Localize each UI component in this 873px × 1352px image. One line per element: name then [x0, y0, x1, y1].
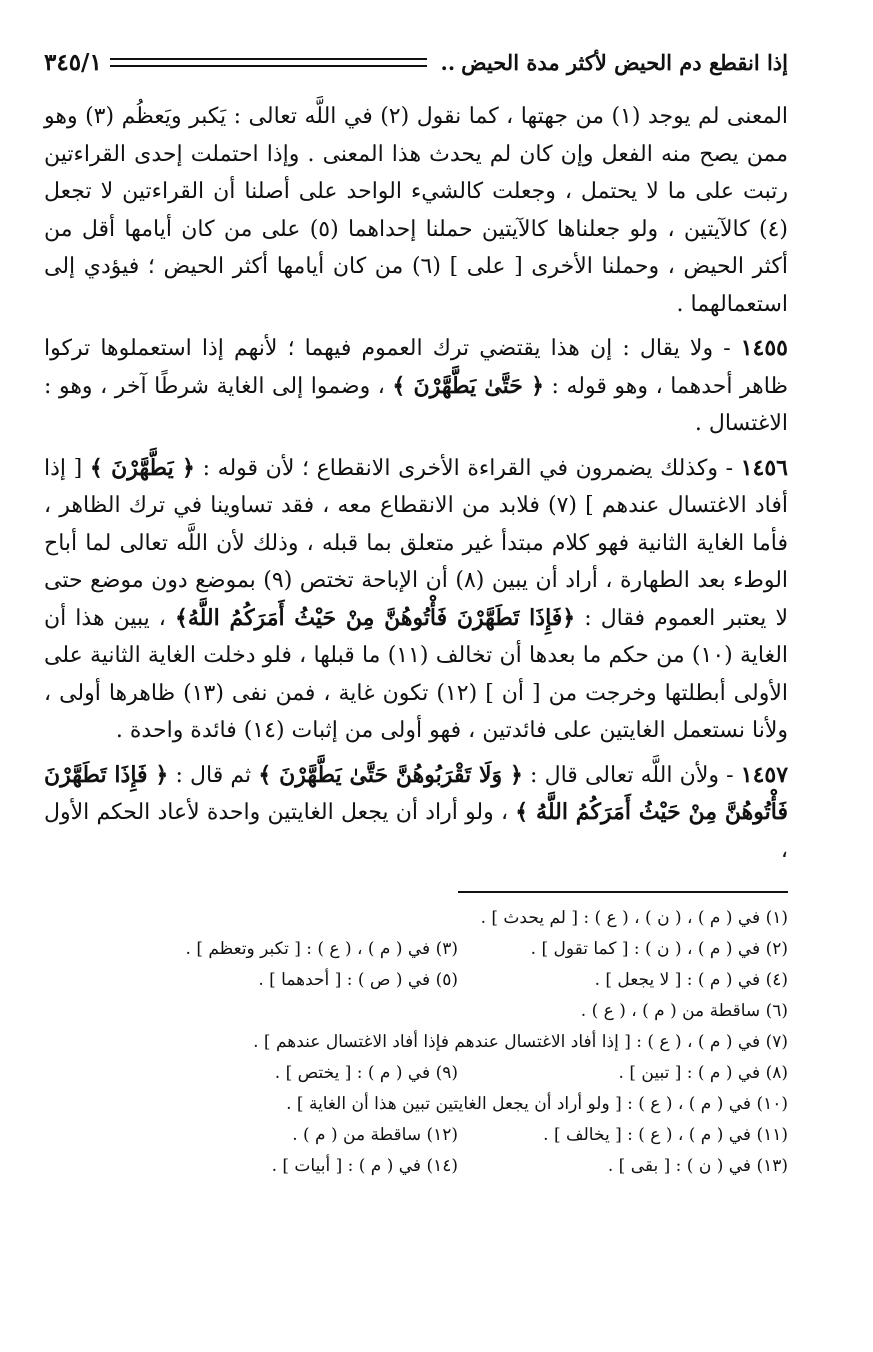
- running-title: إذا انقطع دم الحيض لأكثر مدة الحيض: [461, 49, 788, 75]
- header-ellipsis: ..: [440, 49, 456, 75]
- paragraph-number: ١٤٥٧: [740, 761, 789, 788]
- footnote: (٦) ساقطة من ( م ) ، ( ع ) .: [580, 1001, 788, 1021]
- paragraph: [44, 330, 788, 443]
- footnote: (٧) في ( م ) ، ( ع ) : [ إذا أفاد الاغتسال عندهم فإذا أفاد الاغتسال عندهم ] .: [253, 1032, 788, 1052]
- quran-verse: ﴿فَإِذَا تَطَهَّرْنَ فَأْتُوهُنَّ مِنْ حَيْثُ أَمَرَكُمُ اللَّهُ﴾: [174, 604, 576, 631]
- main-text: [44, 98, 788, 869]
- paragraph-number: ١٤٥٥: [740, 335, 788, 361]
- page-number: ٣٤٥/١: [44, 48, 102, 76]
- text-segment: ثم قال :: [168, 762, 259, 788]
- footnote-row: [44, 1089, 788, 1120]
- text-segment: المعنى لم يوجد (١) من جهتها ، كما نقول (٢) في اللَّه تعالى : يَكبر ويَعظُم (٣) وهو ممن يصح منه الفعل وإن كان لم يحدث هذا المعنى . وإذا احتملت إحدى القراءتين رتبت على ما لا يحتمل ، وجعلت كالشيء الواحد على أصلنا أن القراءتين لا تجعل (٤) كالآيتين ، ولو جعلناها كالآيتين حملنا إحداهما (٥) على من كان أيامها أقل من أكثر الحيض ، وحملنا الأخرى [ على ] (٦) من كان أيامها أكثر الحيض ؛ فيؤدي إلى استعمالهما .: [44, 104, 789, 317]
- quran-verse: ﴿ وَلَا تَقْرَبُوهُنَّ حَتَّىٰ يَطَّهَّرْنَ ﴾: [258, 761, 523, 788]
- footnote-row: [44, 1120, 788, 1151]
- footnote: (٤) في ( م ) : [ لا يجعل ] .: [594, 970, 788, 990]
- quran-verse: ﴿ يَطَّهَّرْنَ ﴾: [89, 454, 195, 481]
- text-segment: ، ولو أراد أن يجعل الغايتين واحدة لأعاد الحكم الأول ،: [44, 800, 788, 863]
- footnote: (٩) في ( م ) : [ يختص ] .: [274, 1063, 458, 1083]
- footnote: (١٢) ساقطة من ( م ) .: [292, 1125, 458, 1145]
- paragraph-number: ١٤٥٦: [740, 454, 788, 481]
- footnote: (٥) في ( ص ) : [ أحدهما ] .: [258, 970, 458, 990]
- footnote: (١) في ( م ) ، ( ن ) ، ( ع ) : [ لم يحدث ] .: [480, 908, 788, 928]
- footnote-separator: [458, 891, 788, 893]
- footnote: (٨) في ( م ) : [ تبين ] .: [618, 1063, 788, 1083]
- header-double-rule: [110, 58, 427, 67]
- page-header: [44, 40, 788, 84]
- paragraph: [44, 757, 788, 870]
- paragraph: [44, 450, 788, 750]
- paragraph: [44, 98, 788, 323]
- footnote-row: [44, 903, 788, 934]
- footnote: (٢) في ( م ) ، ( ن ) : [ كما تقول ] .: [530, 939, 788, 959]
- footnote: (١٠) في ( م ) ، ( ع ) : [ ولو أراد أن يجعل الغايتين تبين هذا أن الغاية ] .: [286, 1094, 788, 1114]
- footnote-row: [44, 965, 788, 996]
- footnotes: [44, 903, 788, 1182]
- quran-verse: ﴿ حَتَّىٰ يَطَّهَّرْنَ ﴾: [392, 372, 545, 399]
- footnote-row: [44, 1027, 788, 1058]
- quran-verse: ﴿ فَإِذَا تَطَهَّرْنَ فَأْتُوهُنَّ مِنْ حَيْثُ أَمَرَكُمُ اللَّهُ ﴾: [44, 761, 788, 825]
- text-segment: - ولا يقال : إن هذا يقتضي ترك العموم فيهما ؛ لأنهم إذا استعملوها تركوا ظاهر أحدهما ، وهو قوله :: [44, 336, 788, 399]
- footnote: (٣) في ( م ) ، ( ع ) : [ تكبر وتعظم ] .: [185, 939, 458, 959]
- footnote-row: [44, 1058, 788, 1089]
- footnote: (١٤) في ( م ) : [ أبيات ] .: [271, 1156, 458, 1176]
- footnote-row: [44, 934, 788, 965]
- text-segment: ، يبين هذا أن الغاية (١٠) من حكم ما بعدها أن تخالف (١١) ما قبلها ، فلو دخلت الغاية الثانية على الأولى أبطلتها وخرجت من [ أن ] (١٢) تكون غاية ، فمن نفى (١٣) ظاهرها أولى ، ولأنا نستعمل الغايتين على فائدتين ، فهو أولى من إثبات (١٤) فائدة واحدة .: [44, 605, 789, 743]
- footnote: (١١) في ( م ) ، ( ع ) : [ يخالف ] .: [543, 1125, 788, 1145]
- footnote-row: [44, 1151, 788, 1182]
- footnote-row: [44, 996, 788, 1027]
- text-segment: - ولأن اللَّه تعالى قال :: [522, 762, 741, 788]
- book-page: [44, 40, 788, 1182]
- footnote: (١٣) في ( ن ) : [ بقى ] .: [607, 1156, 788, 1176]
- text-segment: [ إذا أفاد الاغتسال عندهم ] (٧) فلابد من الانقطاع معه ، فقد تساوينا في ترك الظاهر ، فأما الغاية الثانية فهو كلام مبتدأ غير متعلق بما قبله ، وذلك لأن اللَّه تعالى لما أباح الوطء بعد الطهارة ، أراد أن يبين (٨) أن الإباحة تختص (٩) بموضع دون موضع حتى لا يعتبر العموم فقال :: [44, 455, 789, 631]
- text-segment: - وكذلك يضمرون في القراءة الأخرى الانقطاع ؛ لأن قوله :: [194, 455, 741, 481]
- text-segment: ، وضموا إلى الغاية شرطًا آخر ، وهو : الاغتسال .: [44, 373, 788, 436]
